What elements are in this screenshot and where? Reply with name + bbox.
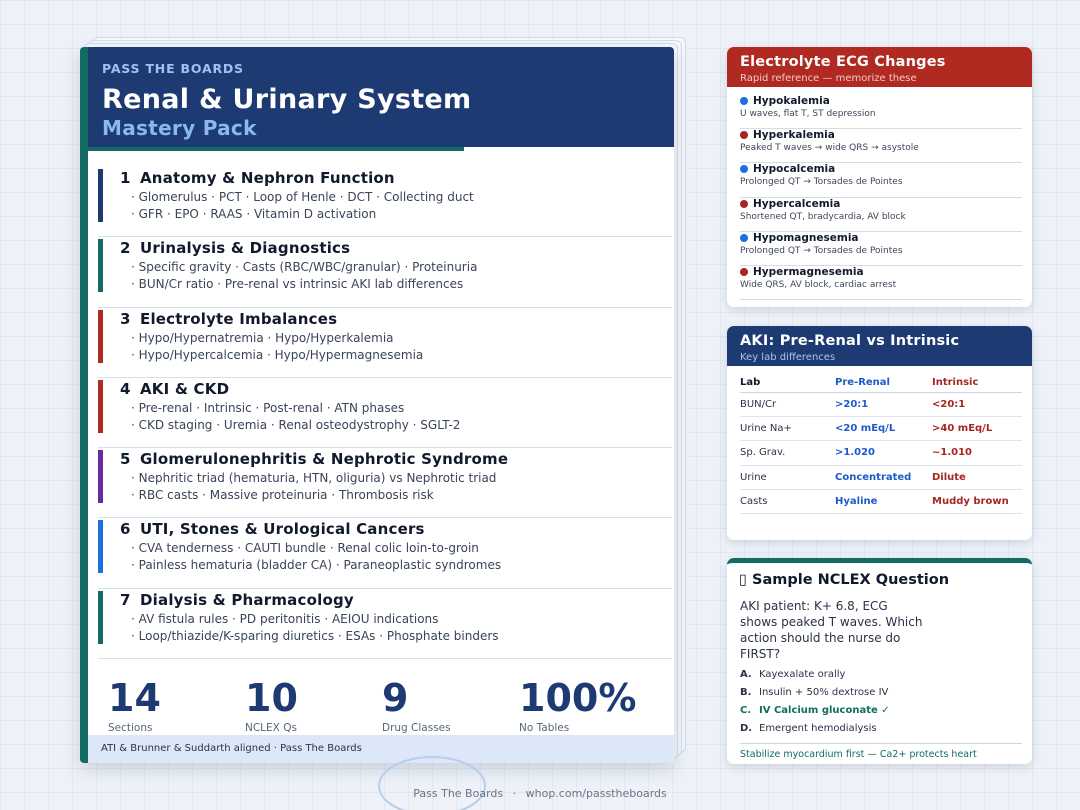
header-accent-rule — [88, 147, 464, 151]
ecg-item-label: Hypermagnesemia — [753, 265, 864, 278]
table-cell: Muddy brown — [932, 490, 1022, 514]
section-color-bar — [98, 380, 103, 433]
section-number: 5 — [120, 450, 131, 469]
option-letter: D. — [740, 723, 753, 734]
stat-label: No Tables — [519, 722, 570, 734]
ecg-changes-panel — [727, 47, 1032, 307]
ecg-item-label: Hypercalcemia — [753, 197, 841, 210]
stat-item — [108, 677, 245, 734]
answer-option[interactable] — [740, 684, 1022, 702]
page-title: Renal & Urinary System — [102, 84, 472, 115]
product-card-stack — [80, 47, 674, 763]
footer-url-link[interactable]: whop.com/passtheboards — [525, 787, 667, 800]
table-cell: <20 mEq/L — [835, 416, 932, 440]
page-footer — [0, 787, 1080, 800]
answer-option[interactable] — [740, 720, 1022, 738]
section-topic-line: · GFR · EPO · RAAS · Vitamin D activation — [131, 207, 377, 221]
aki-table — [740, 376, 1022, 514]
answer-options — [727, 662, 1032, 738]
section-item — [98, 589, 672, 659]
option-text: IV Calcium gluconate ✓ — [759, 705, 890, 716]
ecg-panel-title: Electrolyte ECG Changes — [740, 54, 946, 70]
table-cell: Concentrated — [835, 465, 932, 489]
table-cell: Casts — [740, 490, 835, 514]
column-header: Intrinsic — [932, 376, 1022, 392]
section-number: 1 — [120, 169, 131, 187]
ecg-item-name — [740, 198, 1022, 210]
bullet-dot-icon — [740, 268, 748, 276]
section-topic-line: · AV fistula rules · PD peritonitis · AEIOU indications — [131, 611, 439, 626]
ecg-item-name — [740, 129, 1022, 141]
stats-row — [108, 677, 668, 737]
section-number: 7 — [120, 590, 131, 609]
section-number: 6 — [120, 520, 131, 539]
aki-panel-header — [727, 326, 1032, 366]
product-card — [80, 47, 674, 763]
ecg-item-description: U waves, flat T, ST depression — [740, 109, 876, 119]
bullet-dot-icon — [740, 234, 748, 242]
card-footer: ATI & Brunner & Suddarth aligned · Pass The Boards — [88, 735, 674, 763]
stat-value: 9 — [382, 676, 409, 720]
section-title — [120, 448, 672, 468]
table-row — [740, 416, 1022, 440]
table-cell: Urine — [740, 465, 835, 489]
ecg-item-label: Hypocalcemia — [753, 163, 836, 176]
section-topic-line: · Glomerulus · PCT · Loop of Henle · DCT · Collecting duct — [131, 190, 474, 204]
brand-label: PASS THE BOARDS — [102, 61, 244, 76]
nclex-question-panel — [727, 558, 1032, 764]
section-topic-line: · Painless hematuria (bladder CA) · Paraneoplastic syndromes — [131, 558, 502, 573]
bullet-dot-icon — [740, 200, 748, 208]
table-cell: >20:1 — [835, 392, 932, 416]
section-title-text: Electrolyte Imbalances — [140, 309, 338, 328]
section-title-text: Anatomy & Nephron Function — [140, 169, 395, 187]
ecg-item-name — [740, 232, 1022, 244]
table-row — [740, 441, 1022, 465]
section-topic-line: · RBC casts · Massive proteinuria · Thrombosis risk — [131, 488, 434, 503]
ecg-item-description: Prolonged QT → Torsades de Pointes — [740, 245, 903, 256]
section-topic-line: · Hypo/Hypercalcemia · Hypo/Hypermagnesemia — [131, 347, 424, 362]
list-item — [740, 232, 1022, 266]
bullet-dot-icon — [740, 165, 748, 173]
section-item — [98, 378, 672, 448]
section-topic-line: · BUN/Cr ratio · Pre-renal vs intrinsic AKI lab differences — [131, 277, 464, 292]
section-item — [98, 448, 672, 518]
ecg-list — [727, 87, 1032, 300]
list-item — [740, 198, 1022, 232]
table-cell: <20:1 — [932, 392, 1022, 416]
section-color-bar — [98, 310, 103, 363]
section-number: 2 — [120, 239, 131, 258]
notebook-icon: ▯ — [739, 572, 747, 588]
list-item — [740, 95, 1022, 129]
ecg-item-label: Hyperkalemia — [753, 129, 835, 142]
table-cell: Urine Na+ — [740, 416, 835, 440]
list-item — [740, 129, 1022, 163]
ecg-item-label: Hypomagnesemia — [753, 231, 859, 244]
option-letter: A. — [740, 669, 752, 680]
ecg-item-description: Wide QRS, AV block, cardiac arrest — [740, 279, 897, 290]
section-title-text: Urinalysis & Diagnostics — [140, 239, 351, 258]
list-item — [740, 163, 1022, 197]
section-item — [98, 167, 672, 237]
answer-option[interactable] — [740, 702, 1022, 720]
table-row — [740, 465, 1022, 489]
section-topic-line: · CKD staging · Uremia · Renal osteodystrophy · SGLT-2 — [131, 417, 461, 432]
section-topic-line: · Specific gravity · Casts (RBC/WBC/granular) · Proteinuria — [131, 260, 478, 275]
section-title — [120, 589, 672, 609]
section-title-text: Glomerulonephritis & Nephrotic Syndrome — [140, 450, 509, 469]
stat-value: 10 — [245, 676, 298, 720]
list-item — [740, 266, 1022, 300]
section-number: 4 — [120, 379, 131, 398]
table-header-row — [740, 376, 1022, 392]
column-header: Pre-Renal — [835, 376, 932, 392]
aki-panel — [727, 326, 1032, 540]
option-text: Insulin + 50% dextrose IV — [759, 687, 889, 698]
nclex-title-text: Sample NCLEX Question — [752, 572, 950, 588]
ecg-item-name — [740, 266, 1022, 278]
table-row — [740, 490, 1022, 514]
section-item — [98, 237, 672, 307]
section-color-bar — [98, 591, 103, 644]
stat-item — [382, 677, 519, 734]
table-cell: Sp. Grav. — [740, 441, 835, 465]
section-topic-line: · Hypo/Hypernatremia · Hypo/Hyperkalemia — [131, 330, 394, 345]
stat-item — [519, 677, 656, 734]
section-topic-line: · Pre-renal · Intrinsic · Post-renal · ATN phases — [131, 400, 405, 415]
section-list — [98, 167, 672, 659]
section-title-text: AKI & CKD — [140, 379, 230, 398]
section-topic-line: · Nephritic triad (hematuria, HTN, oliguria) vs Nephrotic triad — [131, 471, 497, 486]
table-cell: >1.020 — [835, 441, 932, 465]
aki-panel-title: AKI: Pre-Renal vs Intrinsic — [740, 333, 960, 349]
ecg-panel-header — [727, 47, 1032, 87]
section-title-text: Dialysis & Pharmacology — [140, 590, 354, 609]
section-number: 3 — [120, 309, 131, 328]
section-title — [120, 167, 672, 187]
answer-option[interactable] — [740, 666, 1022, 684]
decorative-ring — [378, 756, 486, 810]
stat-label: Drug Classes — [382, 722, 451, 734]
section-item — [98, 308, 672, 378]
section-color-bar — [98, 450, 103, 503]
ecg-item-name — [740, 95, 1022, 107]
answer-rationale: Stabilize myocardium first — Ca2+ protects heart — [740, 749, 977, 760]
ecg-item-name — [740, 163, 1022, 175]
nclex-panel-title — [727, 563, 1032, 588]
section-color-bar — [98, 520, 103, 573]
table-row — [740, 392, 1022, 416]
option-letter: C. — [740, 705, 752, 716]
option-text: Emergent hemodialysis — [759, 723, 877, 734]
stat-value: 100% — [519, 676, 637, 720]
table-cell: >40 mEq/L — [932, 416, 1022, 440]
ecg-panel-subtitle: Rapid reference — memorize these — [740, 73, 917, 84]
section-item — [98, 518, 672, 588]
footer-separator: · — [512, 787, 517, 800]
table-cell: Hyaline — [835, 490, 932, 514]
table-cell: Dilute — [932, 465, 1022, 489]
section-title — [120, 378, 672, 398]
card-header — [88, 47, 674, 147]
ecg-item-label: Hypokalemia — [753, 95, 830, 107]
section-color-bar — [98, 169, 103, 222]
ecg-item-description: Prolonged QT → Torsades de Pointes — [740, 177, 903, 188]
page-subtitle: Mastery Pack — [102, 116, 257, 140]
option-letter: B. — [740, 687, 752, 698]
section-title-text: UTI, Stones & Urological Cancers — [140, 520, 425, 539]
section-title — [120, 308, 672, 328]
ecg-item-description: Shortened QT, bradycardia, AV block — [740, 211, 906, 222]
stat-label: Sections — [108, 722, 153, 734]
aki-panel-subtitle: Key lab differences — [740, 352, 836, 363]
column-header: Lab — [740, 376, 835, 392]
option-text: Kayexalate orally — [759, 669, 846, 680]
table-cell: ~1.010 — [932, 441, 1022, 465]
section-color-bar — [98, 239, 103, 292]
bullet-dot-icon — [740, 97, 748, 105]
stat-value: 14 — [108, 676, 161, 720]
table-cell: BUN/Cr — [740, 392, 835, 416]
ecg-item-description: Peaked T waves → wide QRS → asystole — [740, 143, 919, 154]
stat-label: NCLEX Qs — [245, 722, 297, 734]
section-topic-line: · CVA tenderness · CAUTI bundle · Renal colic loin-to-groin — [131, 541, 479, 556]
section-title — [120, 237, 672, 257]
section-topic-line: · Loop/thiazide/K-sparing diuretics · ESAs · Phosphate binders — [131, 628, 499, 643]
section-title — [120, 518, 672, 538]
footer-brand: Pass The Boards — [413, 787, 504, 800]
question-stem: AKI patient: K+ 6.8, ECG shows peaked T waves. Which action should the nurse do FIRST? — [740, 599, 923, 661]
bullet-dot-icon — [740, 131, 748, 139]
stat-item — [245, 677, 382, 734]
